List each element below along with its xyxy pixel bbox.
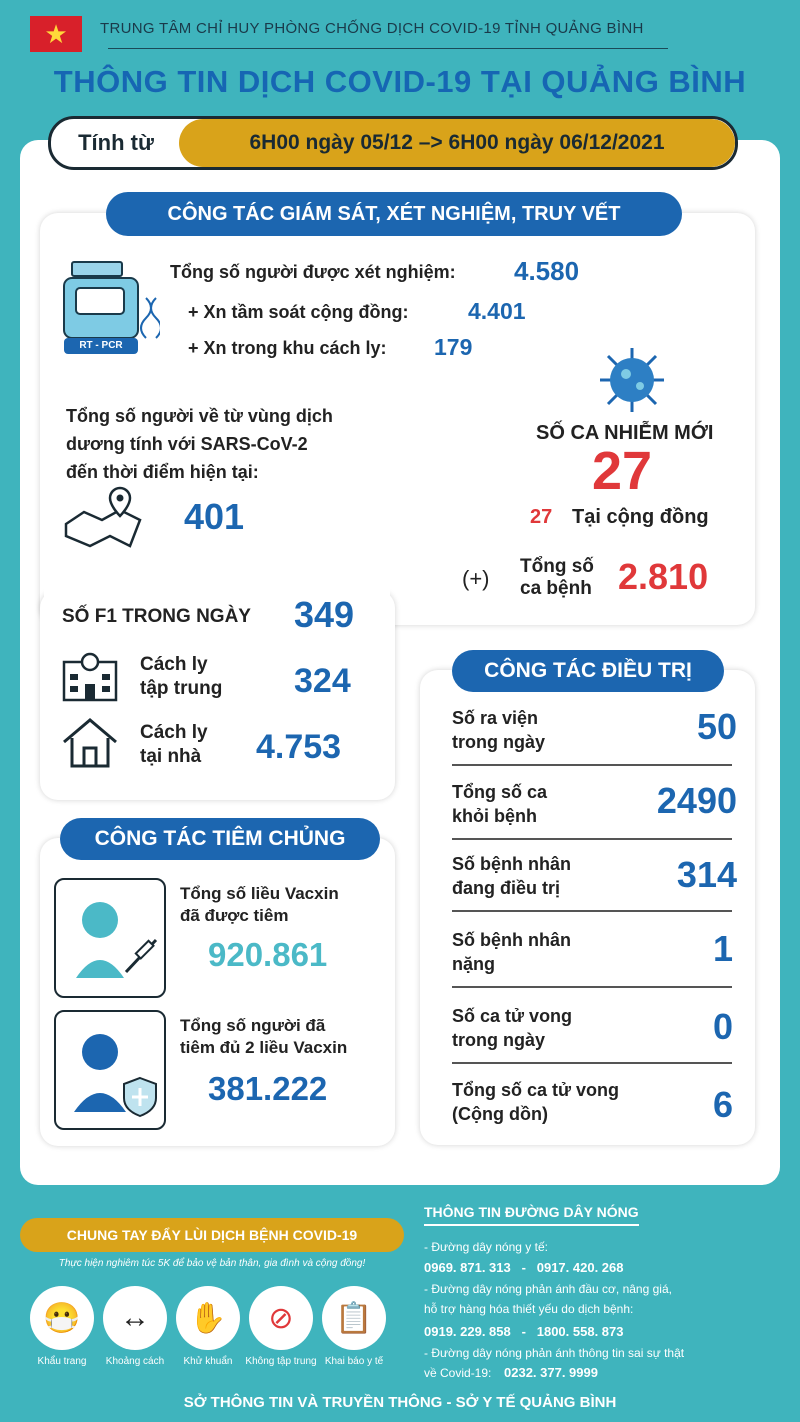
page-title: THÔNG TIN DỊCH COVID-19 TẠI QUẢNG BÌNH xyxy=(53,64,747,99)
row-divider xyxy=(452,838,732,840)
treatment-row-line2: trong ngày xyxy=(452,1030,545,1050)
hotline-medical: - Đường dây nóng y tế: xyxy=(424,1240,548,1254)
footer-credit: SỞ THÔNG TIN VÀ TRUYỀN THÔNG - SỞ Y TẾ QUẢNG BÌNH xyxy=(183,1394,617,1411)
plus-sign: (+) xyxy=(462,566,490,591)
treatment-row-line1: Số bệnh nhân xyxy=(452,930,571,950)
row-divider xyxy=(452,764,732,766)
full-dose-line2: tiêm đủ 2 liều Vacxin xyxy=(180,1038,348,1057)
no-gathering-icon: ⊘ xyxy=(249,1286,313,1350)
treatment-row xyxy=(452,998,737,1062)
building-icon xyxy=(60,652,120,702)
central-quarantine-line1: Cách ly xyxy=(140,654,208,675)
returnees-line3: đến thời điểm hiện tại: xyxy=(66,462,259,482)
central-quarantine-value: 324 xyxy=(294,662,351,700)
treatment-row-line1: Số bệnh nhân xyxy=(452,854,571,874)
treatment-row xyxy=(452,922,737,986)
k-label: Khử khuẩn xyxy=(183,1356,233,1367)
hotline-price-line2: hỗ trợ hàng hóa thiết yếu do dịch bệnh: xyxy=(424,1302,634,1316)
community-cases-value: 27 xyxy=(530,506,553,528)
tested-value: 4.580 xyxy=(514,256,580,286)
returnees-line2: dương tính với SARS-CoV-2 xyxy=(66,434,308,454)
mask-icon: 😷 xyxy=(30,1286,94,1350)
date-range-bar xyxy=(48,116,738,170)
treatment-heading: CÔNG TÁC ĐIỀU TRỊ xyxy=(452,650,724,692)
row-divider xyxy=(452,986,732,988)
treatment-row xyxy=(452,1074,737,1138)
quarantine-test-label: + Xn trong khu cách ly: xyxy=(188,338,387,358)
treatment-row-value: 314 xyxy=(676,854,737,895)
treatment-row xyxy=(452,774,737,838)
treatment-row xyxy=(452,848,737,912)
vaccination-heading: CÔNG TÁC TIÊM CHỦNG xyxy=(60,818,380,860)
hotline-title: THÔNG TIN ĐƯỜNG DÂY NÓNG xyxy=(424,1204,639,1226)
community-cases-label: Tại cộng đồng xyxy=(572,506,709,528)
new-cases-value: 27 xyxy=(592,441,653,501)
community-test-label: + Xn tầm soát cộng đồng: xyxy=(188,302,409,322)
treatment-row-line1: Số ca tử vong xyxy=(452,1006,573,1026)
date-label: Tính từ xyxy=(78,130,154,155)
total-cases-line2: ca bệnh xyxy=(520,578,592,599)
k-label: Khai báo y tế xyxy=(324,1356,384,1367)
new-cases-label: SỐ CA NHIỄM MỚI xyxy=(536,422,714,444)
organization-name: TRUNG TÂM CHỈ HUY PHÒNG CHỐNG DỊCH COVID-19 TỈNH QUẢNG BÌNH xyxy=(100,20,644,37)
full-dose-value: 381.222 xyxy=(208,1070,328,1107)
returnees-value: 401 xyxy=(184,496,245,537)
treatment-row-line1: Tổng số ca xyxy=(452,782,548,802)
f1-label: SỐ F1 TRONG NGÀY xyxy=(62,606,251,627)
treatment-row-line2: trong ngày xyxy=(452,732,545,752)
house-icon xyxy=(60,714,120,770)
home-quarantine-value: 4.753 xyxy=(256,728,342,766)
doctor-vaccine-icon-box xyxy=(54,878,166,998)
date-range: 6H00 ngày 05/12 –> 6H00 ngày 06/12/2021 xyxy=(179,119,735,167)
treatment-row-line1: Số ra viện xyxy=(452,708,539,728)
treatment-row-line1: Tổng số ca tử vong xyxy=(452,1080,620,1100)
total-cases-line1: Tổng số xyxy=(520,556,594,577)
row-divider xyxy=(452,910,732,912)
treatment-row-value: 1 xyxy=(712,928,733,969)
treatment-row-value: 6 xyxy=(712,1084,733,1125)
treatment-row-value: 2490 xyxy=(656,780,737,821)
central-quarantine-line2: tập trung xyxy=(140,678,223,699)
footer-banner: CHUNG TAY ĐẨY LÙI DỊCH BỆNH COVID-19 xyxy=(20,1218,404,1252)
treatment-row-line2: nặng xyxy=(452,954,495,974)
hotline-price-numbers: 0919. 229. 858 - 1800. 558. 873 xyxy=(424,1324,624,1339)
quarantine-test-value: 179 xyxy=(434,334,473,360)
header-divider xyxy=(108,48,668,49)
vietnam-flag-icon: ★ xyxy=(30,16,82,52)
f1-value: 349 xyxy=(294,594,355,635)
tested-label: Tổng số người được xét nghiệm: xyxy=(170,262,456,282)
map-pin-icon xyxy=(62,484,144,548)
footer-slogan: Thực hiện nghiêm túc 5K để bảo vệ bản thân, gia đình và cộng đồng! xyxy=(58,1258,366,1269)
row-divider xyxy=(452,1062,732,1064)
shield-icon xyxy=(56,1012,164,1128)
community-test-value: 4.401 xyxy=(468,298,526,324)
hand-wash-icon: ✋ xyxy=(176,1286,240,1350)
treatment-row-line2: đang điều trị xyxy=(452,878,560,898)
k-label: Không tập trung xyxy=(245,1356,317,1367)
treatment-row-line2: khỏi bệnh xyxy=(452,806,537,826)
treatment-row-value: 0 xyxy=(712,1006,733,1047)
total-cases-value: 2.810 xyxy=(618,556,709,597)
virus-icon xyxy=(592,344,672,416)
k-label: Khẩu trang xyxy=(37,1356,87,1367)
hotline-medical-numbers: 0969. 871. 313 - 0917. 420. 268 xyxy=(424,1260,624,1275)
hotline-price-line1: - Đường dây nóng phản ánh đầu cơ, nâng giá, xyxy=(424,1282,672,1296)
home-quarantine-line1: Cách ly xyxy=(140,722,208,743)
treatment-row xyxy=(452,700,737,764)
person-shield-icon-box xyxy=(54,1010,166,1130)
doses-line1: Tổng số liều Vacxin xyxy=(180,884,339,903)
doses-line2: đã được tiêm xyxy=(180,906,289,925)
returnees-line1: Tổng số người về từ vùng dịch xyxy=(66,406,333,426)
doses-value: 920.861 xyxy=(208,936,328,973)
health-declaration-icon: 📋 xyxy=(322,1286,386,1350)
surveillance-heading: CÔNG TÁC GIÁM SÁT, XÉT NGHIỆM, TRUY VẾT xyxy=(106,192,682,236)
k-label: Khoảng cách xyxy=(105,1356,165,1367)
treatment-row-value: 50 xyxy=(696,706,737,747)
full-dose-line1: Tổng số người đã xyxy=(180,1016,326,1035)
hotline-fakenews-line1: - Đường dây nóng phản ánh thông tin sai sự thật xyxy=(424,1346,685,1360)
hotline-fakenews-line2: về Covid-19: xyxy=(424,1366,492,1380)
hotline-fakenews-number: 0232. 377. 9999 xyxy=(504,1365,598,1380)
home-quarantine-line2: tại nhà xyxy=(140,746,202,767)
pcr-label: RT - PCR xyxy=(79,340,123,351)
treatment-row-line2: (Cộng dồn) xyxy=(452,1104,548,1124)
syringe-icon xyxy=(56,880,164,996)
distance-icon: ↔ xyxy=(103,1286,167,1350)
